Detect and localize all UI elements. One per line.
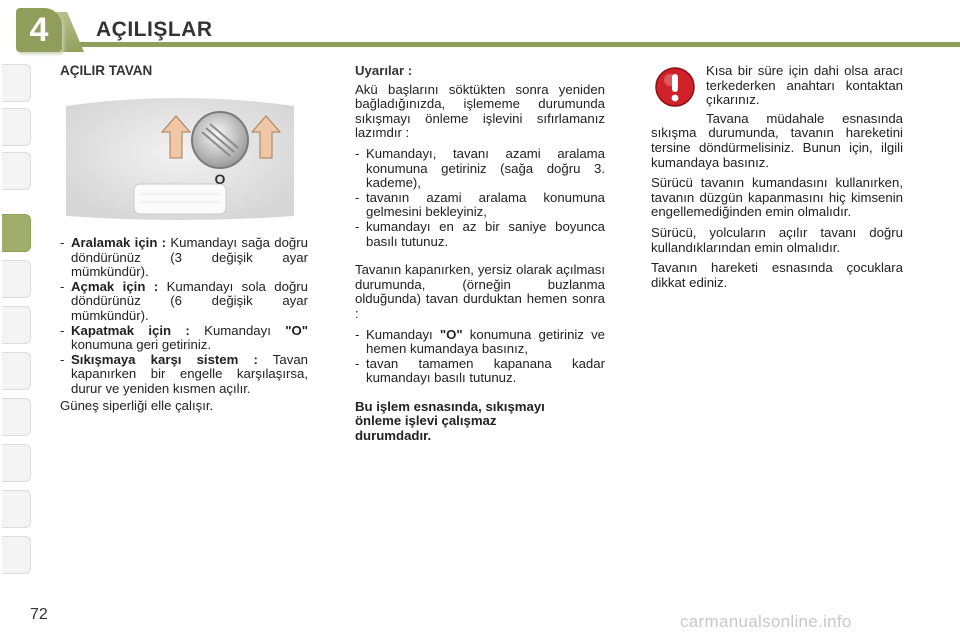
section-title: AÇILIR TAVAN bbox=[60, 63, 153, 78]
warnings-title: Uyarılar : bbox=[355, 63, 413, 78]
sunvisor-note: Güneş siperliği elle çalışır. bbox=[60, 397, 214, 413]
list-item: - Kumandayı "O" konumuna getiriniz ve hemen kumandaya basınız, bbox=[355, 326, 606, 357]
left-column-body bbox=[60, 236, 308, 419]
list-item: - Kumandayı, tavanı azami aralama konumuna getiriniz (sağa doğru 3. kademe), bbox=[355, 145, 605, 191]
list-item: - tavan tamamen kapanana kadar kumandayı basılı tutunuz. bbox=[355, 355, 605, 386]
chapter-header bbox=[0, 0, 960, 58]
children-warning: Tavanın hareketi esnasında çocuklara dikkat ediniz. bbox=[651, 260, 903, 290]
icing-paragraph: Tavanın kapanırken, yersiz olarak açılması durumunda, (örneğin buzlanma olduğunda) tavan durduktan hemen sonra : bbox=[355, 262, 605, 321]
right-column bbox=[651, 64, 903, 296]
list-item: - Açmak için : Kumandayı sola doğru döndürünüz (6 değişik ayar mümkündür). bbox=[60, 278, 308, 323]
header-rule bbox=[80, 42, 960, 47]
page-number: 72 bbox=[30, 606, 48, 623]
pinch-reverse-warning: Tavana müdahale esnasında sıkışma durumunda, tavanın hareketini tersine döndürmelisiniz. Bunun için, ilgili kumandaya basınız. bbox=[651, 110, 903, 170]
page-title: AÇILIŞLAR bbox=[96, 18, 213, 41]
key-removal-warning: Kısa bir süre için dahi olsa aracı terkederken anahtarı kontaktan çıkarınız. bbox=[706, 63, 903, 108]
side-tab-1[interactable] bbox=[2, 64, 31, 102]
chapter-number-badge: 4 bbox=[16, 8, 62, 52]
side-tab-11[interactable] bbox=[2, 536, 31, 574]
knob-position-label: O bbox=[214, 171, 226, 187]
side-tab-4-active[interactable] bbox=[2, 214, 31, 252]
middle-column bbox=[355, 64, 605, 450]
list-item: - Kapatmak için : Kumandayı "O" konumuna geri getiriniz. bbox=[60, 322, 308, 353]
side-tab-3[interactable] bbox=[2, 152, 31, 190]
side-tab-2[interactable] bbox=[2, 108, 31, 146]
side-tab-6[interactable] bbox=[2, 306, 31, 344]
anti-pinch-disabled-note: Bu işlem esnasında, sıkışmayı önleme işlevi çalışmaz durumdadır. bbox=[355, 398, 545, 444]
list-item: - Aralamak için : Kumandayı sağa doğru döndürünüz (3 değişik ayar mümkündür). bbox=[60, 235, 308, 280]
sunroof-control-illustration bbox=[60, 88, 300, 224]
side-tab-10[interactable] bbox=[2, 490, 31, 528]
side-tab-7[interactable] bbox=[2, 352, 31, 390]
list-item: - kumandayı en az bir saniye boyunca basılı tutunuz. bbox=[355, 218, 605, 249]
reset-intro: Akü başlarını söktükten sonra yeniden bağladığınızda, işlememe durumunda sıkışmayı önleme işlevini sıfırlamanız lazımdır : bbox=[355, 81, 605, 141]
driver-check-warning: Sürücü tavanın kumandasını kullanırken, tavanın düzgün kapanmasını hiç kimsenin engellemediğinden emin olmalıdır. bbox=[651, 175, 903, 220]
side-tab-5[interactable] bbox=[2, 260, 31, 298]
passenger-use-warning: Sürücü, yolcuların açılır tavanı doğru kullandıklarından emin olmalıdır. bbox=[651, 224, 903, 255]
dome-lamp bbox=[134, 184, 226, 214]
left-column bbox=[60, 64, 308, 85]
list-item: - Sıkışmaya karşı sistem : Tavan kapanırken bir engelle karşılaşırsa, durur ve yeniden kısmen açılır. bbox=[60, 351, 308, 396]
side-tab-8[interactable] bbox=[2, 398, 31, 436]
list-item: - tavanın azami aralama konumuna gelmesini bekleyiniz, bbox=[355, 189, 605, 220]
watermark: carmanualsonline.info bbox=[680, 612, 852, 631]
side-tab-9[interactable] bbox=[2, 444, 31, 482]
